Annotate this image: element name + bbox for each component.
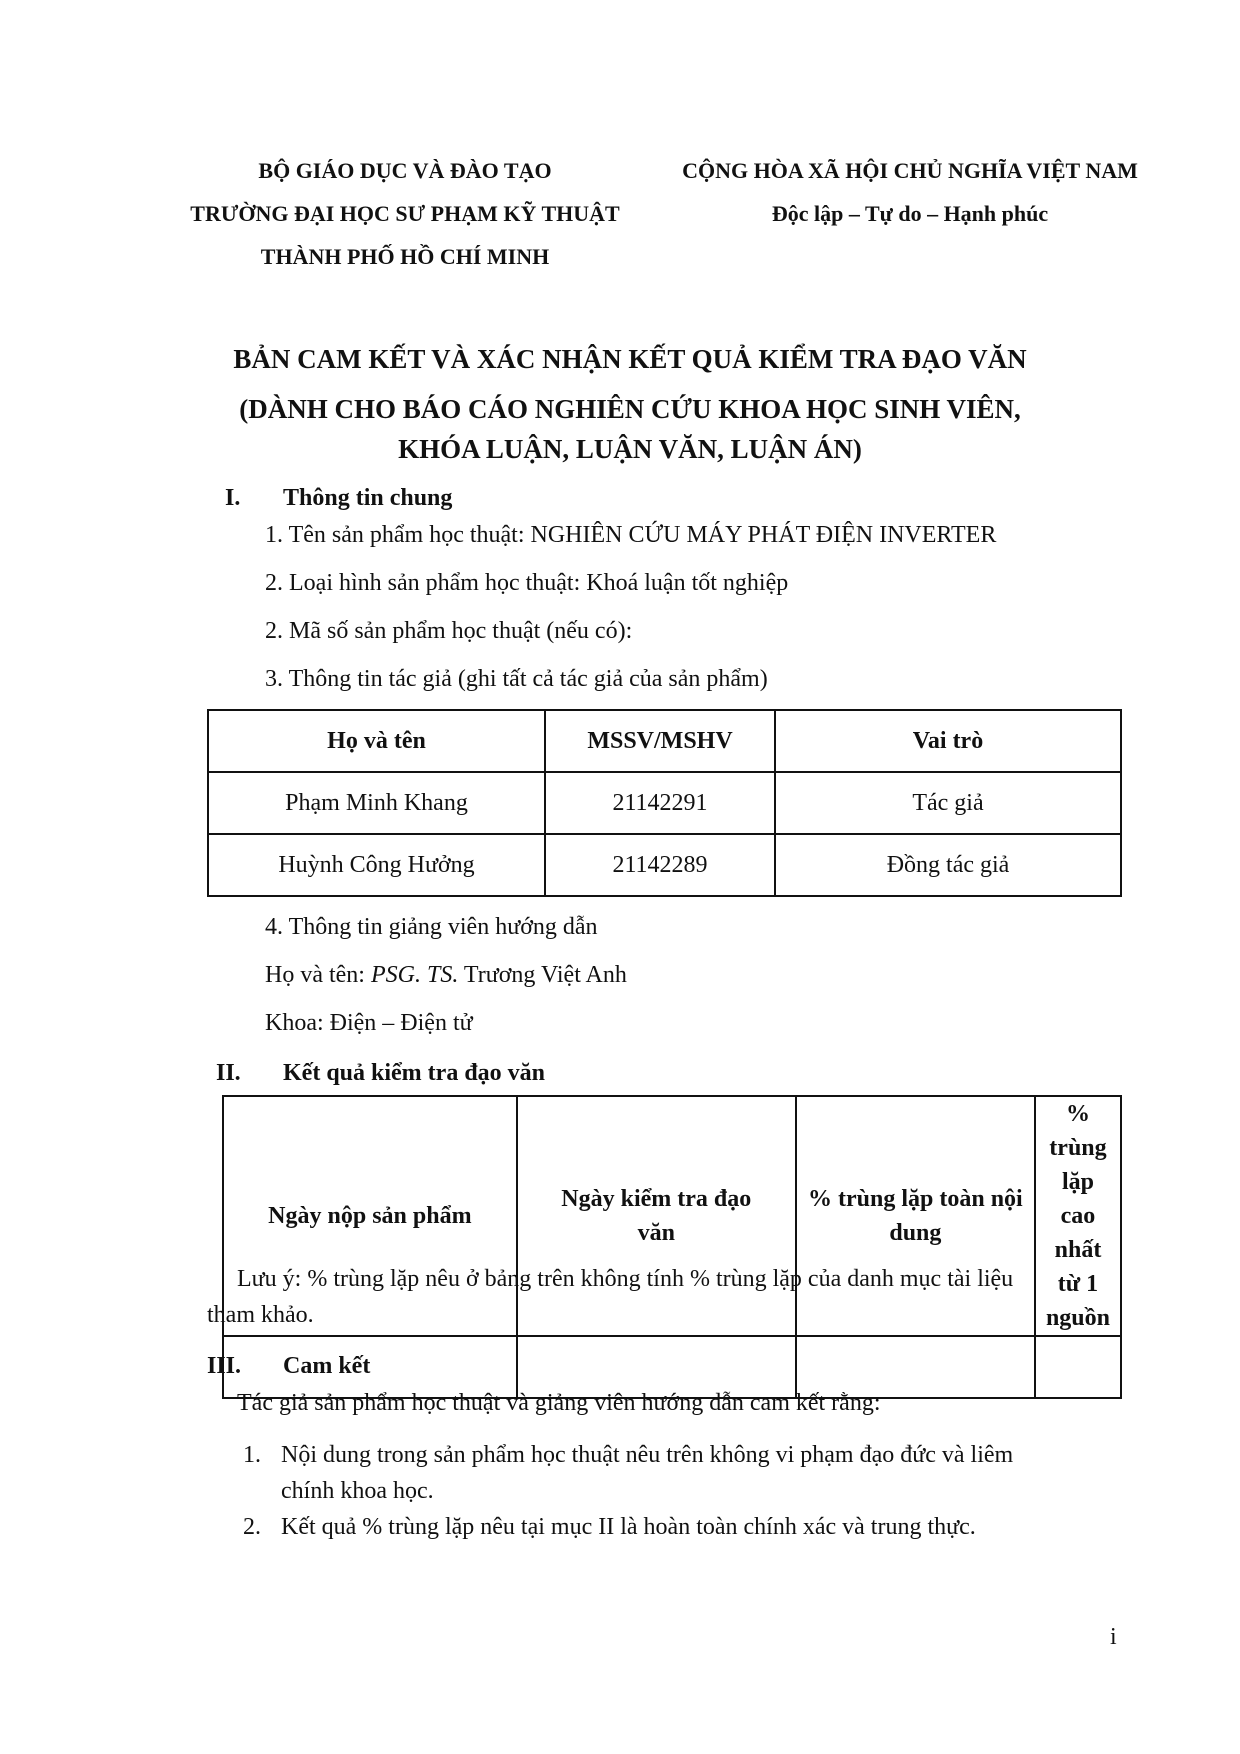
author-info-label: 3. Thông tin tác giả (ghi tất cả tác giả của sản phẩm) <box>265 666 768 692</box>
commitment-1-number: 1. <box>243 1442 261 1468</box>
header-max-overlap: % trùng lặp cao nhất từ 1 nguồn <box>1035 1096 1121 1336</box>
check-date-cell[interactable] <box>517 1336 796 1398</box>
authors-header-id: MSSV/MSHV <box>545 710 775 772</box>
advisor-line <box>265 962 627 988</box>
authors-table <box>207 709 1122 897</box>
faculty: Khoa: Điện – Điện tử <box>265 1010 473 1036</box>
author-name: Phạm Minh Khang <box>208 772 545 834</box>
ministry-name: BỘ GIÁO DỤC VÀ ĐÀO TẠO <box>258 158 552 183</box>
table-row <box>208 772 1121 834</box>
author-role: Đồng tác giả <box>775 834 1121 896</box>
city-name: THÀNH PHỐ HỒ CHÍ MINH <box>260 244 550 269</box>
max-overlap-cell[interactable] <box>1035 1336 1121 1398</box>
section2-number: II. <box>216 1060 241 1086</box>
product-type: 2. Loại hình sản phẩm học thuật: Khoá luận tốt nghiệp <box>265 570 789 596</box>
note-line2: tham khảo. <box>207 1302 314 1328</box>
author-role: Tác giả <box>775 772 1121 834</box>
author-name: Huỳnh Công Hưởng <box>208 834 545 896</box>
product-code: 2. Mã số sản phẩm học thuật (nếu có): <box>265 618 633 644</box>
author-id: 21142289 <box>545 834 775 896</box>
author-id: 21142291 <box>545 772 775 834</box>
authors-header-role: Vai trò <box>775 710 1121 772</box>
header-total-overlap: % trùng lặp toàn nội dung <box>796 1096 1035 1336</box>
university-name: TRƯỜNG ĐẠI HỌC SƯ PHẠM KỸ THUẬT <box>190 201 620 226</box>
advisor-name: Trương Việt Anh <box>463 962 627 988</box>
commitment-1-line2: chính khoa học. <box>281 1478 434 1504</box>
header-submit-date: Ngày nộp sản phẩm <box>223 1096 517 1336</box>
section2-heading: Kết quả kiểm tra đạo văn <box>283 1060 546 1086</box>
commitment-2-number: 2. <box>243 1514 261 1540</box>
note-line1: Lưu ý: % trùng lặp nêu ở bảng trên không tính % trùng lặp của danh mục tài liệu <box>237 1266 1014 1292</box>
total-overlap-cell[interactable] <box>796 1336 1035 1398</box>
document-subtitle-line2: KHÓA LUẬN, LUẬN VĂN, LUẬN ÁN) <box>398 434 862 464</box>
section3-number: III. <box>207 1353 242 1379</box>
document-title: BẢN CAM KẾT VÀ XÁC NHẬN KẾT QUẢ KIỂM TRA ĐẠO VĂN <box>233 344 1027 374</box>
commitment-1-line1: Nội dung trong sản phẩm học thuật nêu trên không vi phạm đạo đức và liêm <box>281 1442 1014 1468</box>
section3-heading: Cam kết <box>283 1353 371 1379</box>
advisor-label: Họ và tên: <box>265 962 365 988</box>
advisor-title: PSG. TS. <box>370 962 459 988</box>
section1-heading: Thông tin chung <box>283 485 453 511</box>
commitment-2-text: Kết quả % trùng lặp nêu tại mục II là hoàn toàn chính xác và trung thực. <box>281 1514 976 1540</box>
product-title: 1. Tên sản phẩm học thuật: NGHIÊN CỨU MÁY PHÁT ĐIỆN INVERTER <box>265 522 997 548</box>
header-check-date: Ngày kiểm tra đạo văn <box>517 1096 796 1336</box>
page-number: i <box>1110 1624 1117 1650</box>
authors-header-name: Họ và tên <box>208 710 545 772</box>
commitment-intro: Tác giả sản phẩm học thuật và giảng viên hướng dẫn cam kết rằng: <box>237 1390 881 1416</box>
section1-number: I. <box>225 485 241 511</box>
motto: Độc lập – Tự do – Hạnh phúc <box>771 201 1049 226</box>
table-row <box>208 834 1121 896</box>
country-name: CỘNG HÒA XÃ HỘI CHỦ NGHĨA VIỆT NAM <box>682 158 1138 183</box>
advisor-info-label: 4. Thông tin giảng viên hướng dẫn <box>265 914 598 940</box>
document-subtitle-line1: (DÀNH CHO BÁO CÁO NGHIÊN CỨU KHOA HỌC SINH VIÊN, <box>239 394 1021 424</box>
